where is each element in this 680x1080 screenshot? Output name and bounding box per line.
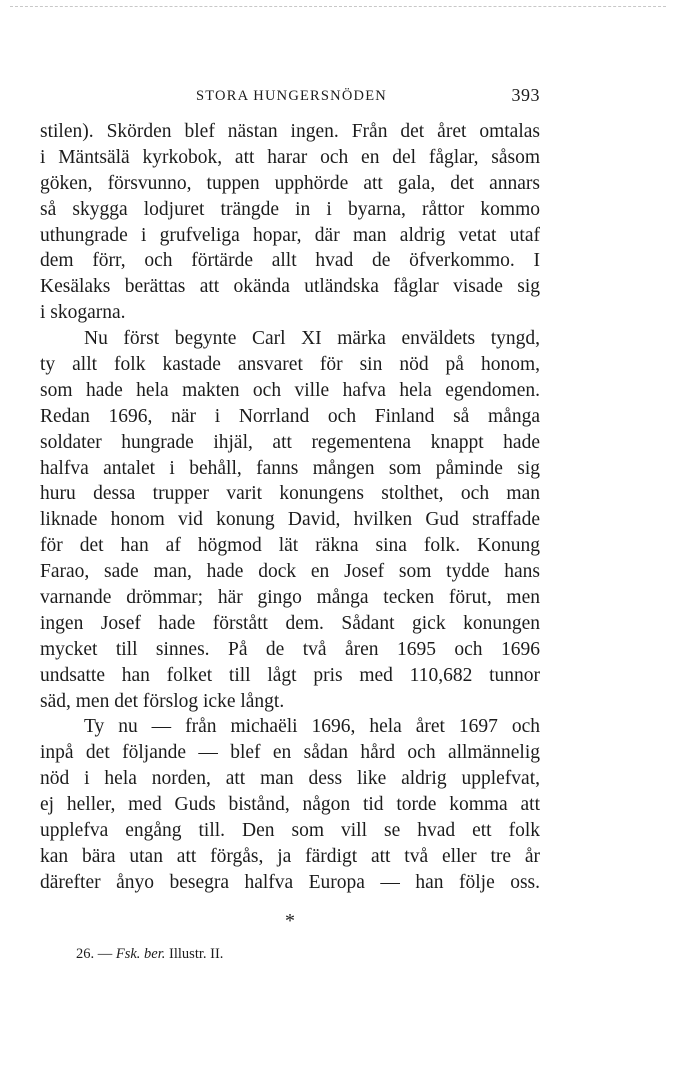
page-top-edge <box>10 6 666 7</box>
paragraph-start-line: Nu först begynte Carl XI märka enväldets tyngd, <box>84 328 540 350</box>
text-line: uthungrade i grufveliga hopar, där man aldrig vetat utaf <box>40 224 540 246</box>
paragraph-start-line: Ty nu — från michaëli 1696, hela året 1697 och <box>84 716 540 738</box>
text-line: Redan 1696, när i Norrland och Finland så många <box>40 405 540 427</box>
text-line: stilen). Skörden blef nästan ingen. Från det året omtalas <box>40 121 540 142</box>
signature-rest: Illustr. II. <box>169 946 224 962</box>
text-line: som hade hela makten och ville hafva hela egendomen. <box>40 379 540 401</box>
text-line: säd, men det förslog icke långt. <box>40 690 285 712</box>
text-line: ej heller, med Guds bistånd, någon tid torde komma att <box>40 794 540 816</box>
text-line: dem förr, och förtärde allt hvad de öfverkommo. I <box>40 250 540 272</box>
text-line: undsatte han folket till lågt pris med 110,682 tunnor <box>40 664 540 686</box>
running-title: STORA HUNGERSNÖDEN <box>196 88 387 104</box>
text-line: ingen Josef hade förstått dem. Sådant gick konungen <box>40 612 540 634</box>
text-line: mycket till sinnes. På de två åren 1695 och 1696 <box>40 638 540 660</box>
text-line: liknade honom vid konung David, hvilken Gud straffade <box>40 509 540 531</box>
text-line: för det han af högmod lät räkna sina folk. Konung <box>40 535 540 557</box>
text-line: i Mäntsälä kyrkobok, att harar och en del fåglar, såsom <box>40 146 540 168</box>
text-line: soldater hungrade ihjäl, att regementena knappt hade <box>40 431 540 453</box>
text-line: halfva antalet i behåll, fanns mången som påminde sig <box>40 457 540 479</box>
text-line: Farao, sade man, hade dock en Josef som tydde hans <box>40 561 540 583</box>
text-line: göken, försvunno, tuppen upphörde att gala, det annars <box>40 172 540 194</box>
text-line: huru dessa trupper varit konungens stolthet, och man <box>40 483 540 505</box>
text-line: därefter ånyo besegra halfva Europa — han följe oss. <box>40 871 540 893</box>
signature-footer <box>76 946 223 963</box>
page-header <box>40 86 540 108</box>
text-line: kan bära utan att förgås, ja färdigt att två eller tre år <box>40 845 540 867</box>
text-line: nöd i hela norden, att man dess like aldrig upplefvat, <box>40 768 540 790</box>
section-asterism: * <box>285 910 295 932</box>
page-number: 393 <box>511 85 540 105</box>
text-line: ty allt folk kastade ansvaret för sin nöd på honom, <box>40 354 540 376</box>
text-line: upplefva engång till. Den som vill se hvad ett folk <box>40 820 540 842</box>
signature-abbrev: Fsk. ber. <box>115 946 166 962</box>
text-line: så skygga lodjuret trängde in i byarna, råttor kommo <box>40 198 540 220</box>
text-line: inpå det följande — blef en sådan hård och allmännelig <box>40 742 540 764</box>
text-line: Kesälaks berättas att okända utländska fåglar visade sig <box>40 276 540 298</box>
text-line: varnande drömmar; här gingo många tecken förut, men <box>40 587 540 609</box>
signature-mark: 26. — <box>76 946 113 962</box>
body-text <box>40 119 540 896</box>
text-line: i skogarna. <box>40 302 126 324</box>
